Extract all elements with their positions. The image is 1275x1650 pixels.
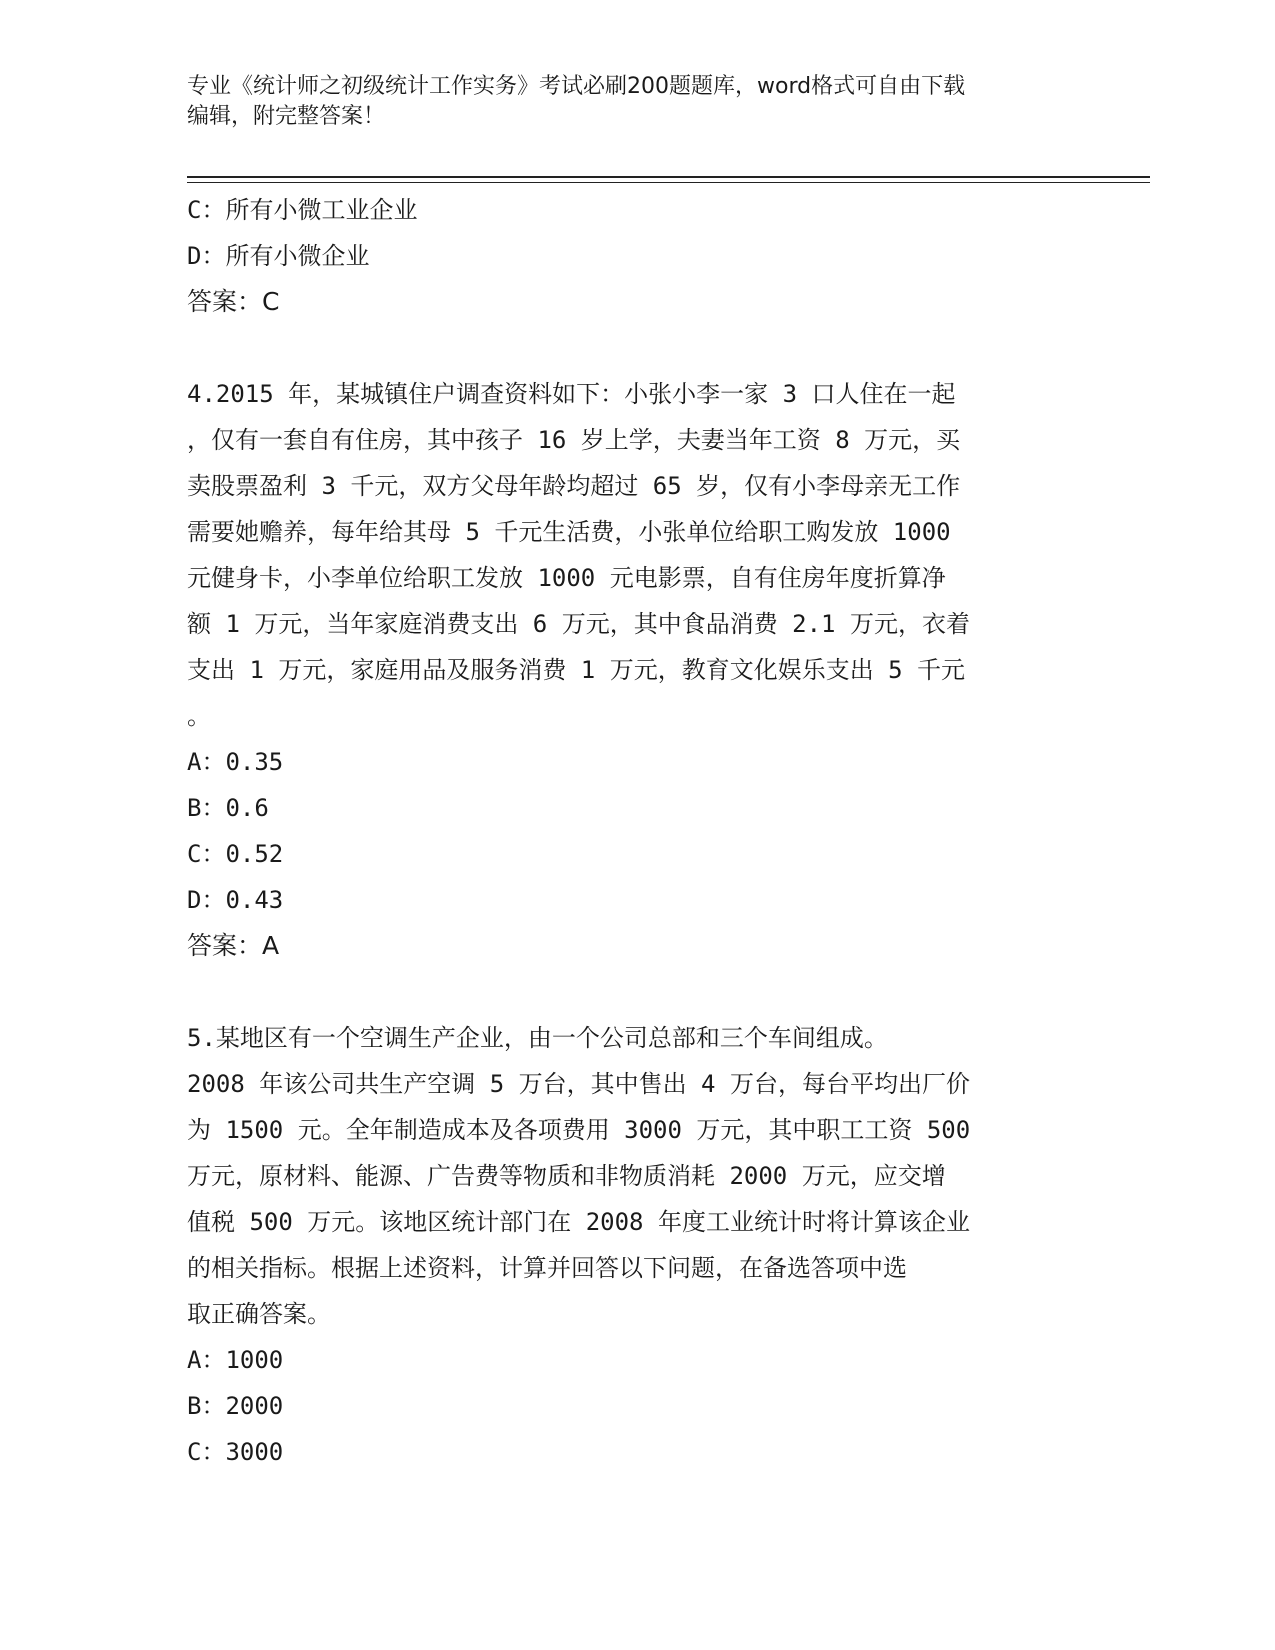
option-b: B：0.6	[187, 794, 269, 822]
question-text-line: 值税 500 万元。该地区统计部门在 2008 年度工业统计时将计算该企业	[187, 1208, 970, 1236]
option-c: C：0.52	[187, 840, 284, 868]
question-text-line: 支出 1 万元，家庭用品及服务消费 1 万元，教育文化娱乐支出 5 千元	[187, 656, 966, 684]
question-text-line: 元健身卡，小李单位给职工发放 1000 元电影票，自有住房年度折算净	[187, 564, 946, 592]
page-header	[187, 72, 1067, 132]
question-text-line: 卖股票盈利 3 千元，双方父母年龄均超过 65 岁，仅有小李母亲无工作	[187, 472, 961, 500]
option-c: C：所有小微工业企业	[187, 196, 418, 224]
question-text-line: 。	[187, 702, 211, 730]
question-5	[187, 1015, 1067, 1475]
answer-line: 答案：A	[187, 931, 280, 960]
header-rule-thin	[187, 182, 1150, 183]
question-text-line: 的相关指标。根据上述资料，计算并回答以下问题，在备选答项中选	[187, 1254, 907, 1282]
header-line-1: 专业《统计师之初级统计工作实务》考试必刷200题题库，word格式可自由下载	[187, 74, 966, 99]
option-a: A：1000	[187, 1346, 284, 1374]
option-d: D：所有小微企业	[187, 242, 370, 270]
question-text-line: 4.2015 年，某城镇住户调查资料如下：小张小李一家 3 口人住在一起	[187, 380, 956, 408]
question-text-line: ，仅有一套自有住房，其中孩子 16 岁上学，夫妻当年工资 8 万元，买	[187, 426, 961, 454]
option-d: D：0.43	[187, 886, 284, 914]
question-text-line: 取正确答案。	[187, 1300, 331, 1328]
option-b: B：2000	[187, 1392, 284, 1420]
question-4	[187, 371, 1067, 969]
question-3-tail	[187, 187, 1067, 325]
question-text-line: 额 1 万元，当年家庭消费支出 6 万元，其中食品消费 2.1 万元，衣着	[187, 610, 970, 638]
question-text-line: 需要她赡养，每年给其母 5 千元生活费，小张单位给职工购发放 1000	[187, 518, 951, 546]
option-a: A：0.35	[187, 748, 284, 776]
header-rule-thick	[187, 176, 1150, 178]
question-text-line: 为 1500 元。全年制造成本及各项费用 3000 万元，其中职工工资 500	[187, 1116, 971, 1144]
option-c: C：3000	[187, 1438, 284, 1466]
question-text-line: 5.某地区有一个空调生产企业，由一个公司总部和三个车间组成。	[187, 1024, 888, 1052]
question-text-line: 2008 年该公司共生产空调 5 万台，其中售出 4 万台，每台平均出厂价	[187, 1070, 970, 1098]
answer-line: 答案：C	[187, 287, 280, 316]
header-line-2: 编辑，附完整答案！	[187, 104, 386, 129]
question-text-line: 万元，原材料、能源、广告费等物质和非物质消耗 2000 万元，应交增	[187, 1162, 946, 1190]
document-body	[187, 187, 1067, 1475]
